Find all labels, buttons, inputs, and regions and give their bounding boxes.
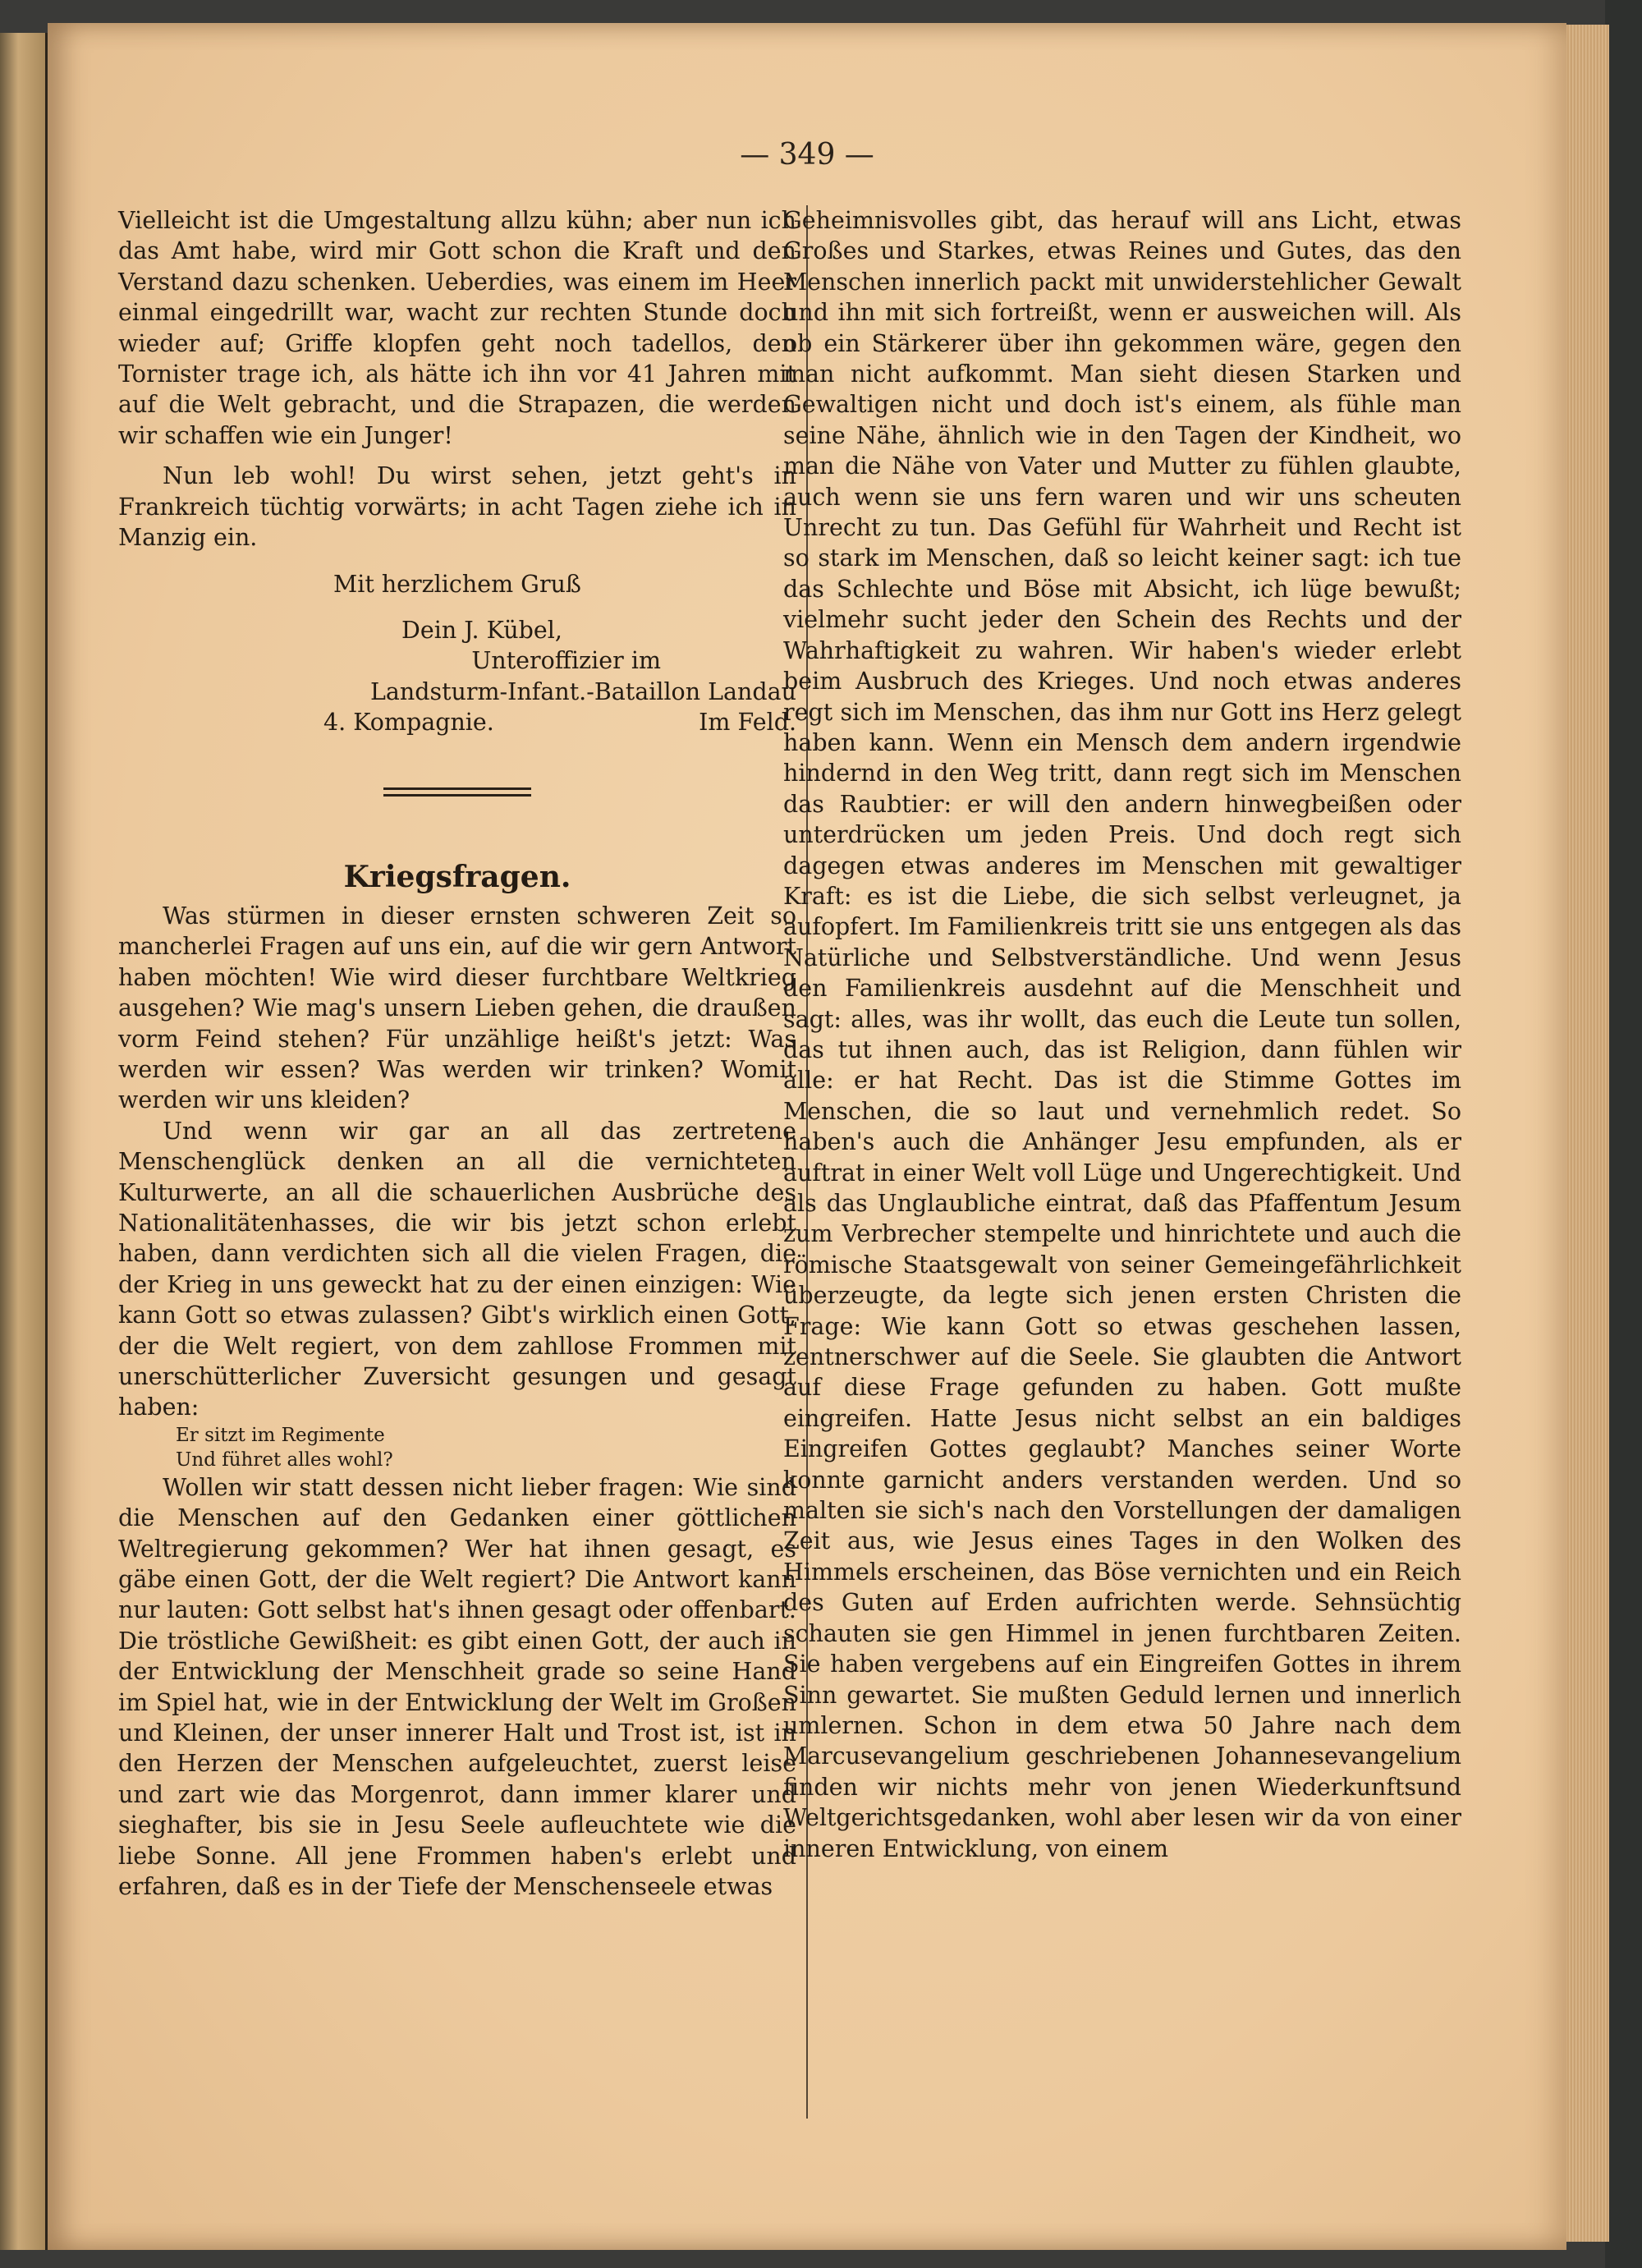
verse-line: Er sitzt im Regimente <box>176 1424 385 1446</box>
signature-footer <box>118 707 796 737</box>
letter-paragraph: Vielleicht ist die Umgestaltung allzu kühn; aber nun ich das Amt habe, wird mir Gott schon die Kraft und den Verstand dazu schenken. Ueberdies, was einem im Heer einmal eingedrillt war, wacht zur rechten Stunde doch wieder auf; Griffe klopfen geht noch tadellos, den Tornister trage ich, als hätte ich ihn vor 41 Jahren mit auf die Welt gebracht, und die Strapazen, die werden wir schaffen wie ein Junger! <box>118 207 796 449</box>
verse-line: Und führet alles wohl? <box>176 1448 393 1471</box>
book-page <box>48 23 1566 2250</box>
page-number: — 349 — <box>740 138 874 172</box>
section-divider <box>383 787 531 797</box>
article-paragraph: Was stürmen in dieser ernsten schweren Zeit so mancherlei Fragen auf uns ein, auf die wir gern Antwort haben möchten! Wie wird dieser furchtbare Weltkrieg ausgehen? Wie mag's unsern Lieben gehen, die draußen vorm Feind stehen? Für unzählige heißt's jetzt: Was werden wir essen? Was werden wir trinken? Womit werden wir uns kleiden? <box>118 902 796 1114</box>
signature-location: Im Feld. <box>699 709 796 737</box>
page-stack-edge <box>1560 25 1609 2242</box>
book-cover-edge <box>1605 0 1642 2268</box>
article-paragraph: Und wenn wir gar an all das zertretene Menschenglück denken an all die vernichteten Kulturwerte, an all die schauerlichen Ausbrüche des Nationalitätenhasses, die wir bis jetzt schon erlebt haben, dann verdichten sich all die vielen Fragen, die der Krieg in uns geweckt hat zu der einen einzigen: Wie kann Gott so etwas zulassen? Gibt's wirklich einen Gott, der die Welt regiert, von dem zahllose Frommen mit unerschütterlicher Zuversicht gesungen und gesagt haben: <box>118 1117 796 1421</box>
right-column <box>783 205 1461 1864</box>
signature-name: Dein J. Kübel, <box>401 616 562 644</box>
letter-paragraph: Nun leb wohl! Du wirst sehen, jetzt geht's in Frankreich tüchtig vorwärts; in acht Tagen ziehe ich in Manzig ein. <box>118 462 796 552</box>
signature-company: 4. Kompagnie. <box>323 709 494 737</box>
article-paragraph: Wollen wir statt dessen nicht lieber fragen: Wie sind die Menschen auf den Gedanken einer göttlichen Weltregierung gekommen? Wer hat ihnen gesagt, es gäbe einen Gott, der die Welt regiert? Die Antwort kann nur lauten: Gott selbst hat's ihnen gesagt oder offenbart. Die tröstliche Gewißheit: es gibt einen Gott, der auch in der Entwicklung der Menschheit grade so seine Hand im Spiel hat, wie in der Entwicklung der Welt im Großen und Kleinen, der unser innerer Halt und Trost ist, ist in den Herzen der Menschen aufgeleuchtet, zuerst leise und zart wie das Morgenrot, dann immer klarer und sieghafter, bis sie in Jesu Seele aufleuchtete wie die liebe Sonne. All jene Frommen haben's erlebt und erfahren, daß es in der Tiefe der Menschenseele etwas <box>118 1473 796 1901</box>
signature-rank: Unteroffizier im <box>471 647 661 675</box>
article-title: Kriegsfragen. <box>343 859 571 894</box>
letter-closing: Mit herzlichem Gruß <box>333 571 581 599</box>
previous-page-edge <box>0 33 48 2250</box>
signature-unit: Landsturm-Infant.-Bataillon Landau <box>369 677 796 705</box>
article-paragraph: Geheimnisvolles gibt, das herauf will ans Licht, etwas Großes und Starkes, etwas Reines und Gutes, das den Menschen innerlich packt mit unwiderstehlicher Gewalt und ihn mit sich fortreißt, wenn er ausweichen will. Als ob ein Stärkerer über ihn gekommen wäre, gegen den man nicht aufkommt. Man sieht diesen Starken und Gewaltigen nicht und doch ist's einem, als fühle man seine Nähe, ähnlich wie in den Tagen der Kindheit, wo man die Nähe von Vater und Mutter zu fühlen glaubte, auch wenn sie uns fern waren und wir uns scheuten Unrecht zu tun. Das Gefühl für Wahrheit und Recht ist so stark im Menschen, daß so leicht keiner sagt: ich tue das Schlechte und Böse mit Absicht, ich lüge bewußt; vielmehr sucht jeder den Schein des Rechts und der Wahrhaftigkeit zu wahren. Wir haben's wieder erlebt beim Ausbruch des Krieges. Und noch etwas anderes regt sich im Menschen, das ihm nur Gott ins Herz gelegt haben kann. Wenn ein Mensch dem andern irgendwie hindernd in den Weg tritt, dann regt sich im Menschen das Raubtier: er will den andern hinwegbeißen oder unterdrücken um jeden Preis. Und doch regt sich dagegen etwas anderes im Menschen mit gewaltiger Kraft: es ist die Liebe, die sich selbst verleugnet, ja aufopfert. Im Familienkreis tritt sie uns entgegen als das Natürliche und Selbstverständliche. Und wenn Jesus den Familienkreis ausdehnt auf die Menschheit und sagt: alles, was ihr wollt, das euch die Leute tun sollen, das tut ihnen auch, das ist Religion, dann fühlen wir alle: er hat Recht. Das ist die Stimme Gottes im Menschen, die so laut und vernehmlich redet. So haben's auch die Anhänger Jesu empfunden, als er auftrat in einer Welt voll Lüge und Ungerechtigkeit. Und als das Unglaubliche eintrat, daß das Pfaffentum Jesum zum Verbrecher stempelte und hinrichtete und auch die römische Staatsgewalt von seiner Gemeingefährlichkeit überzeugte, da legte sich jenen ersten Christen die Frage: Wie kann Gott so etwas geschehen lassen, zentnerschwer auf die Seele. Sie glaubten die Antwort auf diese Frage gefunden zu haben. Gott mußte eingreifen. Hatte Jesus nicht selbst an ein baldiges Eingreifen Gottes geglaubt? Manches seiner Worte konnte garnicht anders verstanden werden. Und so malten sie sich's nach den Vorstellungen der damaligen Zeit aus, wie Jesus eines Tages in den Wolken des Himmels erscheinen, das Böse vernichten und ein Reich des Guten auf Erden aufrichten werde. Sehnsüchtig schauten sie gen Himmel in jenen furchtbaren Zeiten. Sie haben vergebens auf ein Eingreifen Gottes in ihrem Sinn gewartet. Sie mußten Geduld lernen und innerlich umlernen. Schon in dem etwa 50 Jahre nach dem Marcusevangelium geschriebenen Johannesevangelium finden wir nichts mehr von jenen Wiederkunftsund Weltgerichtsgedanken, wohl aber lesen wir da von einer inneren Entwicklung, von einem <box>783 207 1461 1862</box>
left-column <box>118 205 796 1903</box>
